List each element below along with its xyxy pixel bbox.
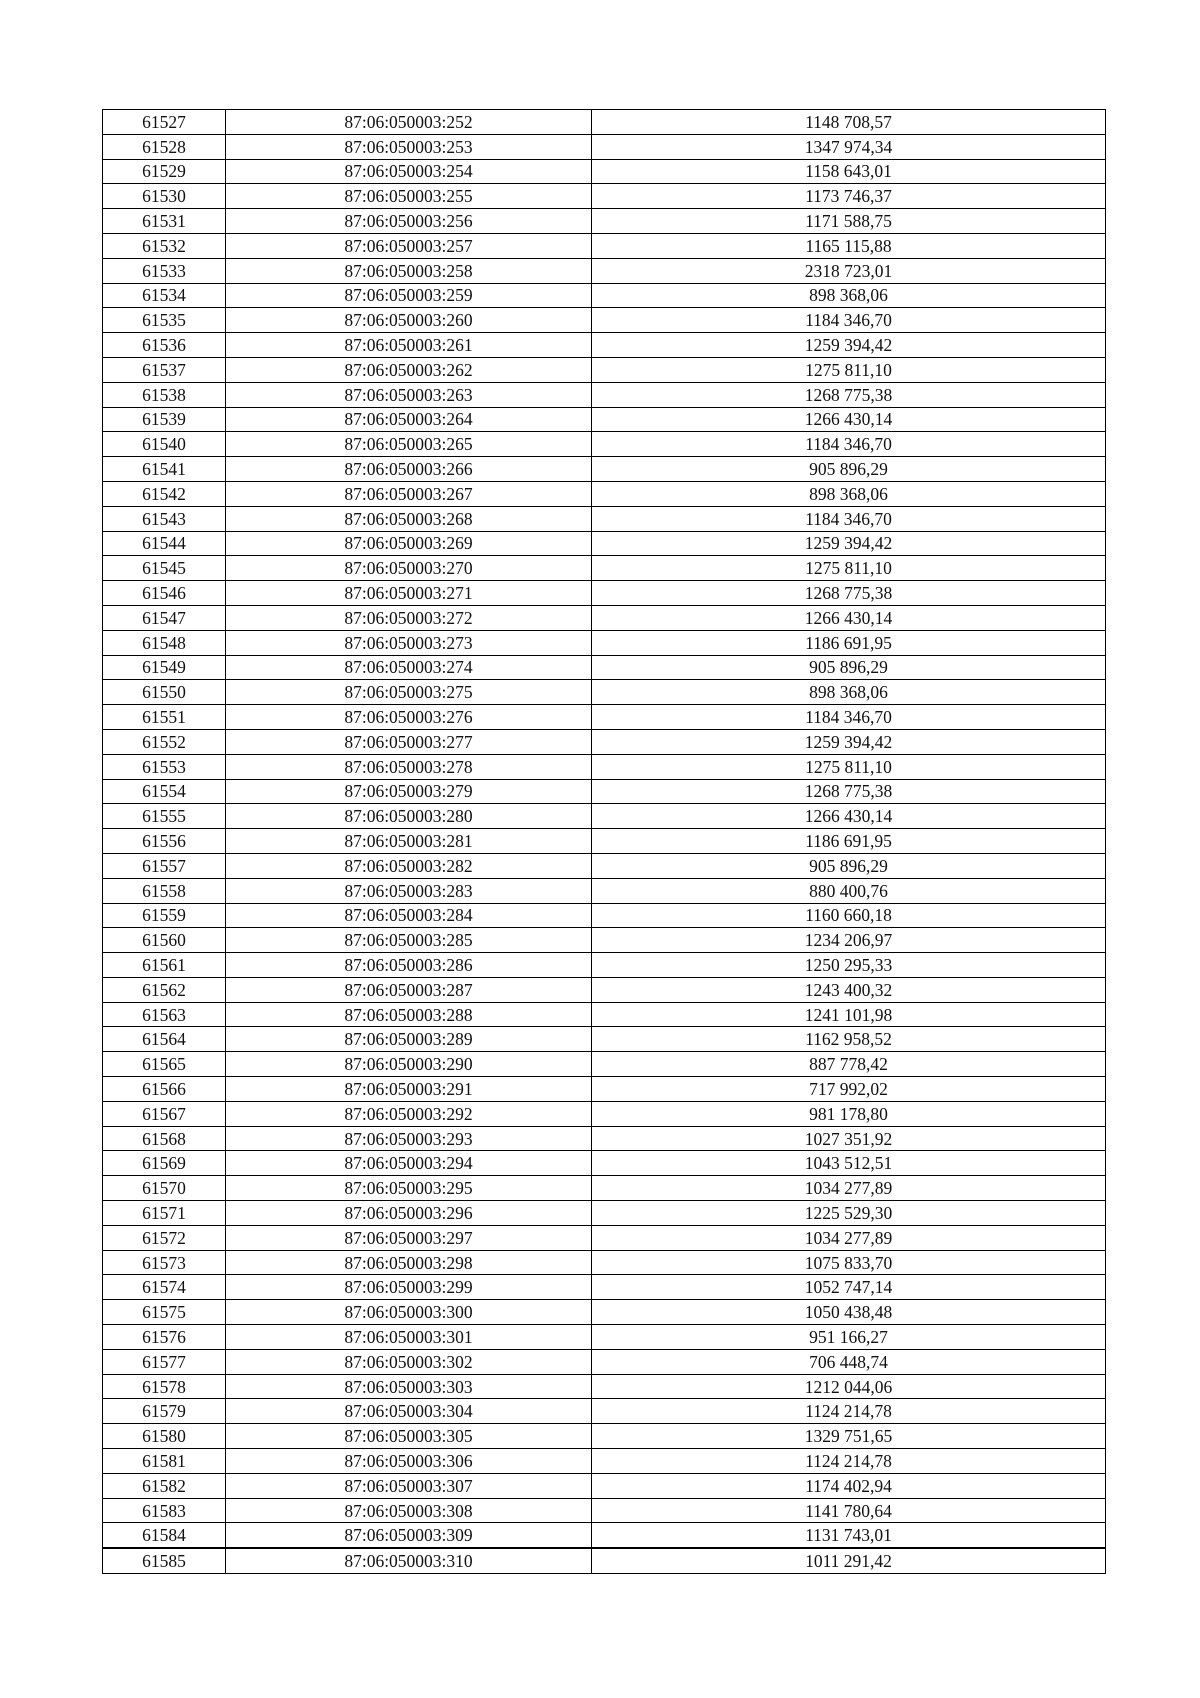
cadastral-value-cell: 1050 438,48 — [592, 1300, 1106, 1325]
table-row — [103, 283, 1106, 308]
cadastral-value-cell: 1141 780,64 — [592, 1498, 1106, 1523]
table-row — [103, 1002, 1106, 1027]
cadastral-number-cell: 87:06:050003:276 — [226, 705, 592, 730]
cadastral-value-cell: 1184 346,70 — [592, 308, 1106, 333]
cadastral-value-cell: 1184 346,70 — [592, 432, 1106, 457]
table-row — [103, 1077, 1106, 1102]
cadastral-value-cell: 1266 430,14 — [592, 804, 1106, 829]
cadastral-number-cell: 87:06:050003:267 — [226, 481, 592, 506]
row-number-cell: 61543 — [103, 506, 226, 531]
cadastral-value-cell: 1160 660,18 — [592, 903, 1106, 928]
row-number-cell: 61565 — [103, 1052, 226, 1077]
cadastral-number-cell: 87:06:050003:282 — [226, 853, 592, 878]
row-number-cell: 61574 — [103, 1275, 226, 1300]
cadastral-number-cell: 87:06:050003:298 — [226, 1250, 592, 1275]
row-number-cell: 61533 — [103, 258, 226, 283]
cadastral-number-cell: 87:06:050003:285 — [226, 928, 592, 953]
cadastral-value-cell: 905 896,29 — [592, 457, 1106, 482]
row-number-cell: 61549 — [103, 655, 226, 680]
table-row — [103, 531, 1106, 556]
cadastral-number-cell: 87:06:050003:254 — [226, 159, 592, 184]
table-row — [103, 1275, 1106, 1300]
cadastral-number-cell: 87:06:050003:290 — [226, 1052, 592, 1077]
cadastral-value-cell: 887 778,42 — [592, 1052, 1106, 1077]
row-number-cell: 61576 — [103, 1325, 226, 1350]
table-row — [103, 110, 1106, 135]
cadastral-number-cell: 87:06:050003:288 — [226, 1002, 592, 1027]
cadastral-value-cell: 1184 346,70 — [592, 506, 1106, 531]
table-row — [103, 357, 1106, 382]
cadastral-number-cell: 87:06:050003:281 — [226, 829, 592, 854]
row-number-cell: 61568 — [103, 1126, 226, 1151]
row-number-cell: 61571 — [103, 1201, 226, 1226]
row-number-cell: 61572 — [103, 1225, 226, 1250]
row-number-cell: 61585 — [103, 1548, 226, 1573]
table-row — [103, 729, 1106, 754]
cadastral-number-cell: 87:06:050003:266 — [226, 457, 592, 482]
cadastral-value-cell: 951 166,27 — [592, 1325, 1106, 1350]
table-row — [103, 1126, 1106, 1151]
cadastral-number-cell: 87:06:050003:309 — [226, 1523, 592, 1548]
cadastral-value-cell: 1162 958,52 — [592, 1027, 1106, 1052]
cadastral-number-cell: 87:06:050003:256 — [226, 209, 592, 234]
table-row — [103, 1225, 1106, 1250]
cadastral-value-cell: 905 896,29 — [592, 853, 1106, 878]
table-row — [103, 209, 1106, 234]
table-row — [103, 1101, 1106, 1126]
cadastral-number-cell: 87:06:050003:301 — [226, 1325, 592, 1350]
row-number-cell: 61562 — [103, 977, 226, 1002]
row-number-cell: 61544 — [103, 531, 226, 556]
cadastral-value-cell: 1174 402,94 — [592, 1473, 1106, 1498]
row-number-cell: 61563 — [103, 1002, 226, 1027]
cadastral-number-cell: 87:06:050003:304 — [226, 1399, 592, 1424]
cadastral-value-cell: 1052 747,14 — [592, 1275, 1106, 1300]
cadastral-number-cell: 87:06:050003:286 — [226, 953, 592, 978]
cadastral-value-cell: 1250 295,33 — [592, 953, 1106, 978]
table-row — [103, 754, 1106, 779]
cadastral-number-cell: 87:06:050003:278 — [226, 754, 592, 779]
table-row — [103, 804, 1106, 829]
row-number-cell: 61570 — [103, 1176, 226, 1201]
cadastral-value-cell: 1329 751,65 — [592, 1424, 1106, 1449]
row-number-cell: 61555 — [103, 804, 226, 829]
row-number-cell: 61550 — [103, 680, 226, 705]
cadastral-number-cell: 87:06:050003:308 — [226, 1498, 592, 1523]
cadastral-value-cell: 898 368,06 — [592, 481, 1106, 506]
table-row — [103, 705, 1106, 730]
table-row — [103, 1349, 1106, 1374]
table-row — [103, 1300, 1106, 1325]
cadastral-value-cell: 981 178,80 — [592, 1101, 1106, 1126]
cadastral-value-cell: 898 368,06 — [592, 680, 1106, 705]
table-row — [103, 903, 1106, 928]
cadastral-value-cell: 1186 691,95 — [592, 630, 1106, 655]
cadastral-number-cell: 87:06:050003:274 — [226, 655, 592, 680]
row-number-cell: 61584 — [103, 1523, 226, 1548]
cadastral-value-cell: 1034 277,89 — [592, 1225, 1106, 1250]
table-row — [103, 506, 1106, 531]
table-row — [103, 308, 1106, 333]
row-number-cell: 61541 — [103, 457, 226, 482]
row-number-cell: 61560 — [103, 928, 226, 953]
cadastral-value-cell: 1275 811,10 — [592, 357, 1106, 382]
row-number-cell: 61551 — [103, 705, 226, 730]
table-row — [103, 556, 1106, 581]
row-number-cell: 61536 — [103, 333, 226, 358]
row-number-cell: 61537 — [103, 357, 226, 382]
row-number-cell: 61575 — [103, 1300, 226, 1325]
cadastral-value-cell: 1171 588,75 — [592, 209, 1106, 234]
row-number-cell: 61532 — [103, 233, 226, 258]
cadastral-number-cell: 87:06:050003:310 — [226, 1548, 592, 1573]
row-number-cell: 61531 — [103, 209, 226, 234]
table-row — [103, 581, 1106, 606]
row-number-cell: 61583 — [103, 1498, 226, 1523]
row-number-cell: 61528 — [103, 134, 226, 159]
row-number-cell: 61582 — [103, 1473, 226, 1498]
cadastral-value-cell: 2318 723,01 — [592, 258, 1106, 283]
cadastral-number-cell: 87:06:050003:253 — [226, 134, 592, 159]
table-row — [103, 432, 1106, 457]
cadastral-number-cell: 87:06:050003:273 — [226, 630, 592, 655]
table-row — [103, 134, 1106, 159]
table-row — [103, 481, 1106, 506]
table-row — [103, 1473, 1106, 1498]
cadastral-number-cell: 87:06:050003:292 — [226, 1101, 592, 1126]
cadastral-number-cell: 87:06:050003:291 — [226, 1077, 592, 1102]
cadastral-number-cell: 87:06:050003:307 — [226, 1473, 592, 1498]
row-number-cell: 61580 — [103, 1424, 226, 1449]
cadastral-value-cell: 1275 811,10 — [592, 754, 1106, 779]
row-number-cell: 61578 — [103, 1374, 226, 1399]
row-number-cell: 61529 — [103, 159, 226, 184]
table-row — [103, 1449, 1106, 1474]
cadastral-value-cell: 1347 974,34 — [592, 134, 1106, 159]
row-number-cell: 61573 — [103, 1250, 226, 1275]
cadastral-number-cell: 87:06:050003:294 — [226, 1151, 592, 1176]
table-row — [103, 382, 1106, 407]
cadastral-number-cell: 87:06:050003:271 — [226, 581, 592, 606]
row-number-cell: 61548 — [103, 630, 226, 655]
table-row — [103, 953, 1106, 978]
row-number-cell: 61545 — [103, 556, 226, 581]
row-number-cell: 61534 — [103, 283, 226, 308]
cadastral-number-cell: 87:06:050003:268 — [226, 506, 592, 531]
table-row — [103, 1374, 1106, 1399]
cadastral-value-cell: 1075 833,70 — [592, 1250, 1106, 1275]
cadastral-value-cell: 1034 277,89 — [592, 1176, 1106, 1201]
cadastral-number-cell: 87:06:050003:270 — [226, 556, 592, 581]
table-row — [103, 1151, 1106, 1176]
row-number-cell: 61552 — [103, 729, 226, 754]
row-number-cell: 61539 — [103, 407, 226, 432]
row-number-cell: 61559 — [103, 903, 226, 928]
cadastral-number-cell: 87:06:050003:283 — [226, 878, 592, 903]
table-row — [103, 853, 1106, 878]
cadastral-value-cell: 1173 746,37 — [592, 184, 1106, 209]
cadastral-value-cell: 1124 214,78 — [592, 1399, 1106, 1424]
cadastral-number-cell: 87:06:050003:289 — [226, 1027, 592, 1052]
cadastral-number-cell: 87:06:050003:262 — [226, 357, 592, 382]
row-number-cell: 61581 — [103, 1449, 226, 1474]
cadastral-number-cell: 87:06:050003:275 — [226, 680, 592, 705]
cadastral-number-cell: 87:06:050003:279 — [226, 779, 592, 804]
row-number-cell: 61556 — [103, 829, 226, 854]
table-row — [103, 1548, 1106, 1573]
row-number-cell: 61561 — [103, 953, 226, 978]
cadastral-number-cell: 87:06:050003:293 — [226, 1126, 592, 1151]
cadastral-number-cell: 87:06:050003:263 — [226, 382, 592, 407]
cadastral-number-cell: 87:06:050003:272 — [226, 605, 592, 630]
cadastral-number-cell: 87:06:050003:277 — [226, 729, 592, 754]
cadastral-value-cell: 1275 811,10 — [592, 556, 1106, 581]
table-row — [103, 258, 1106, 283]
row-number-cell: 61557 — [103, 853, 226, 878]
row-number-cell: 61566 — [103, 1077, 226, 1102]
table-row — [103, 184, 1106, 209]
table-row — [103, 1498, 1106, 1523]
table-row — [103, 829, 1106, 854]
row-number-cell: 61567 — [103, 1101, 226, 1126]
row-number-cell: 61542 — [103, 481, 226, 506]
cadastral-number-cell: 87:06:050003:287 — [226, 977, 592, 1002]
cadastral-number-cell: 87:06:050003:264 — [226, 407, 592, 432]
cadastral-value-cell: 905 896,29 — [592, 655, 1106, 680]
table-row — [103, 655, 1106, 680]
cadastral-value-cell: 717 992,02 — [592, 1077, 1106, 1102]
table-row — [103, 159, 1106, 184]
cadastral-number-cell: 87:06:050003:261 — [226, 333, 592, 358]
cadastral-value-cell: 880 400,76 — [592, 878, 1106, 903]
row-number-cell: 61538 — [103, 382, 226, 407]
table-row — [103, 977, 1106, 1002]
cadastral-number-cell: 87:06:050003:305 — [226, 1424, 592, 1449]
table-row — [103, 457, 1106, 482]
table-row — [103, 928, 1106, 953]
cadastral-value-cell: 1243 400,32 — [592, 977, 1106, 1002]
table-row — [103, 333, 1106, 358]
cadastral-number-cell: 87:06:050003:255 — [226, 184, 592, 209]
row-number-cell: 61540 — [103, 432, 226, 457]
cadastral-value-cell: 1186 691,95 — [592, 829, 1106, 854]
row-number-cell: 61579 — [103, 1399, 226, 1424]
table-row — [103, 1176, 1106, 1201]
cadastral-value-cell: 1268 775,38 — [592, 581, 1106, 606]
cadastral-value-cell: 1011 291,42 — [592, 1548, 1106, 1573]
row-number-cell: 61527 — [103, 110, 226, 135]
cadastral-number-cell: 87:06:050003:252 — [226, 110, 592, 135]
cadastral-value-cell: 1124 214,78 — [592, 1449, 1106, 1474]
table-row — [103, 1325, 1106, 1350]
cadastral-number-cell: 87:06:050003:259 — [226, 283, 592, 308]
cadastral-value-cell: 1268 775,38 — [592, 382, 1106, 407]
cadastral-number-cell: 87:06:050003:297 — [226, 1225, 592, 1250]
row-number-cell: 61569 — [103, 1151, 226, 1176]
table-row — [103, 630, 1106, 655]
row-number-cell: 61553 — [103, 754, 226, 779]
cadastral-number-cell: 87:06:050003:284 — [226, 903, 592, 928]
cadastral-value-table — [102, 109, 1106, 1574]
cadastral-value-cell: 1234 206,97 — [592, 928, 1106, 953]
table-row — [103, 1399, 1106, 1424]
row-number-cell: 61547 — [103, 605, 226, 630]
table-row — [103, 233, 1106, 258]
cadastral-number-cell: 87:06:050003:299 — [226, 1275, 592, 1300]
table-row — [103, 1052, 1106, 1077]
cadastral-value-cell: 1043 512,51 — [592, 1151, 1106, 1176]
table-row — [103, 779, 1106, 804]
cadastral-value-cell: 1158 643,01 — [592, 159, 1106, 184]
table-row — [103, 407, 1106, 432]
table-row — [103, 1424, 1106, 1449]
cadastral-value-cell: 1165 115,88 — [592, 233, 1106, 258]
table-row — [103, 1201, 1106, 1226]
cadastral-value-cell: 1259 394,42 — [592, 729, 1106, 754]
table-row — [103, 680, 1106, 705]
cadastral-value-cell: 898 368,06 — [592, 283, 1106, 308]
table-row — [103, 878, 1106, 903]
cadastral-value-cell: 1148 708,57 — [592, 110, 1106, 135]
cadastral-number-cell: 87:06:050003:303 — [226, 1374, 592, 1399]
table-row — [103, 605, 1106, 630]
cadastral-number-cell: 87:06:050003:300 — [226, 1300, 592, 1325]
row-number-cell: 61564 — [103, 1027, 226, 1052]
cadastral-number-cell: 87:06:050003:258 — [226, 258, 592, 283]
cadastral-value-cell: 1266 430,14 — [592, 407, 1106, 432]
cadastral-value-cell: 1259 394,42 — [592, 531, 1106, 556]
cadastral-value-cell: 706 448,74 — [592, 1349, 1106, 1374]
table-row — [103, 1523, 1106, 1548]
cadastral-number-cell: 87:06:050003:265 — [226, 432, 592, 457]
table-row — [103, 1250, 1106, 1275]
cadastral-number-cell: 87:06:050003:257 — [226, 233, 592, 258]
cadastral-value-cell: 1241 101,98 — [592, 1002, 1106, 1027]
cadastral-value-cell: 1268 775,38 — [592, 779, 1106, 804]
cadastral-value-cell: 1184 346,70 — [592, 705, 1106, 730]
row-number-cell: 61554 — [103, 779, 226, 804]
table-row — [103, 1027, 1106, 1052]
cadastral-number-cell: 87:06:050003:280 — [226, 804, 592, 829]
cadastral-value-cell: 1259 394,42 — [592, 333, 1106, 358]
row-number-cell: 61577 — [103, 1349, 226, 1374]
cadastral-number-cell: 87:06:050003:296 — [226, 1201, 592, 1226]
cadastral-number-cell: 87:06:050003:295 — [226, 1176, 592, 1201]
cadastral-number-cell: 87:06:050003:260 — [226, 308, 592, 333]
cadastral-value-cell: 1131 743,01 — [592, 1523, 1106, 1548]
row-number-cell: 61530 — [103, 184, 226, 209]
cadastral-number-cell: 87:06:050003:269 — [226, 531, 592, 556]
cadastral-value-cell: 1225 529,30 — [592, 1201, 1106, 1226]
row-number-cell: 61558 — [103, 878, 226, 903]
cadastral-number-cell: 87:06:050003:306 — [226, 1449, 592, 1474]
table-body — [103, 110, 1106, 1574]
cadastral-number-cell: 87:06:050003:302 — [226, 1349, 592, 1374]
row-number-cell: 61535 — [103, 308, 226, 333]
cadastral-value-cell: 1266 430,14 — [592, 605, 1106, 630]
cadastral-value-cell: 1212 044,06 — [592, 1374, 1106, 1399]
row-number-cell: 61546 — [103, 581, 226, 606]
cadastral-value-cell: 1027 351,92 — [592, 1126, 1106, 1151]
